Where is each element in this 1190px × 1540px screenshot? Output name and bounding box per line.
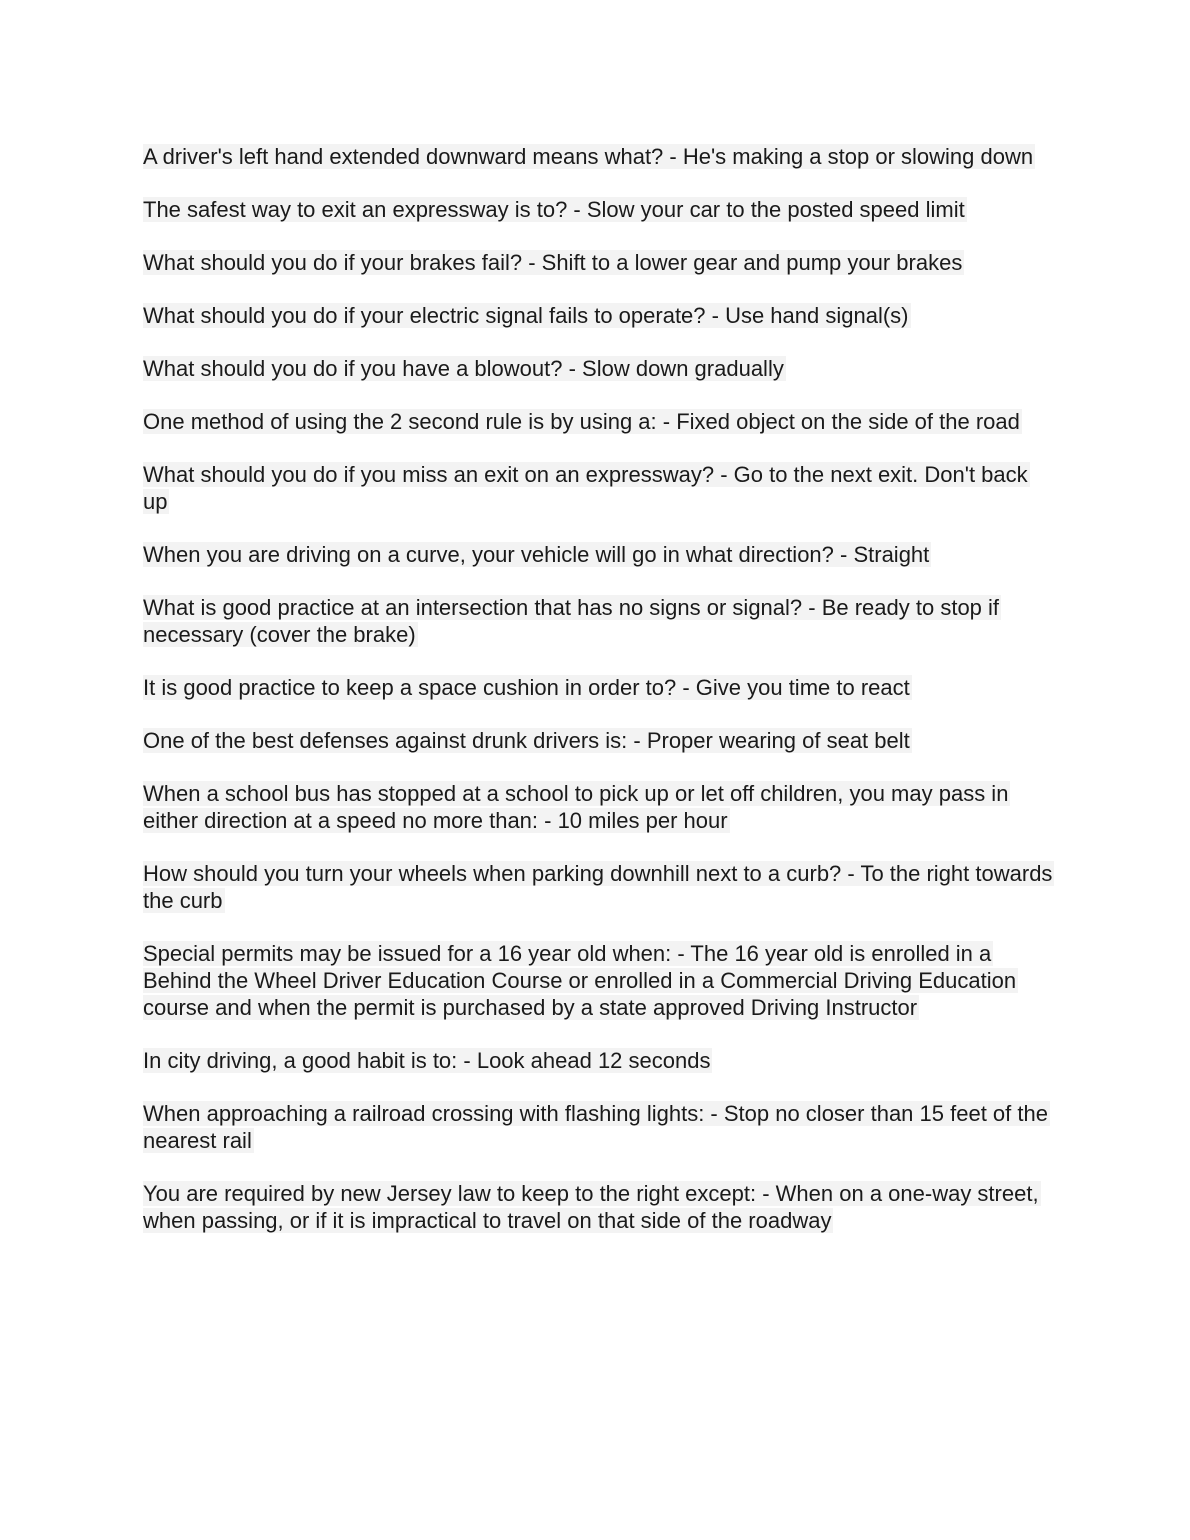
flashcard-item: [143, 1100, 1055, 1154]
flashcard-text: Special permits may be issued for a 16 year old when: - The 16 year old is enrolled in a Behind the Wheel Driver Education Course or enrolled in a Commercial Driving Education course and when the permit is purchased by a state approved Driving Instructor: [143, 941, 1017, 1020]
flashcard-item: [143, 594, 1055, 648]
flashcard-list: [143, 143, 1055, 1260]
flashcard-item: [143, 1180, 1055, 1234]
flashcard-text: One method of using the 2 second rule is by using a: - Fixed object on the side of the road: [143, 409, 1020, 434]
flashcard-item: [143, 249, 1055, 276]
flashcard-item: [143, 302, 1055, 329]
flashcard-item: [143, 408, 1055, 435]
flashcard-item: [143, 1047, 1055, 1074]
flashcard-item: [143, 355, 1055, 382]
flashcard-item: [143, 196, 1055, 223]
flashcard-text: The safest way to exit an expressway is to? - Slow your car to the posted speed limit: [143, 197, 965, 222]
flashcard-text: In city driving, a good habit is to: - Look ahead 12 seconds: [143, 1048, 711, 1073]
flashcard-text: One of the best defenses against drunk drivers is: - Proper wearing of seat belt: [143, 728, 910, 753]
flashcard-text: A driver's left hand extended downward means what? - He's making a stop or slowing down: [143, 144, 1034, 169]
flashcard-text: How should you turn your wheels when parking downhill next to a curb? - To the right towards the curb: [143, 861, 1053, 913]
flashcard-text: It is good practice to keep a space cushion in order to? - Give you time to react: [143, 675, 910, 700]
flashcard-text: When a school bus has stopped at a school to pick up or let off children, you may pass in either direction at a speed no more than: - 10 miles per hour: [143, 781, 1009, 833]
flashcard-text: What should you do if your brakes fail? - Shift to a lower gear and pump your brakes: [143, 250, 963, 275]
flashcard-item: [143, 727, 1055, 754]
flashcard-item: [143, 461, 1055, 515]
flashcard-text: When you are driving on a curve, your vehicle will go in what direction? - Straight: [143, 542, 930, 567]
flashcard-item: [143, 940, 1055, 1021]
flashcard-item: [143, 860, 1055, 914]
flashcard-text: When approaching a railroad crossing with flashing lights: - Stop no closer than 15 feet of the nearest rail: [143, 1101, 1048, 1153]
flashcard-text: What should you do if you have a blowout? - Slow down gradually: [143, 356, 784, 381]
flashcard-text: What is good practice at an intersection that has no signs or signal? - Be ready to stop if necessary (cover the brake): [143, 595, 1000, 647]
flashcard-text: You are required by new Jersey law to keep to the right except: - When on a one-way street, when passing, or if it is impractical to travel on that side of the roadway: [143, 1181, 1039, 1233]
flashcard-item: [143, 143, 1055, 170]
flashcard-item: [143, 541, 1055, 568]
flashcard-text: What should you do if you miss an exit on an expressway? - Go to the next exit. Don't back up: [143, 462, 1028, 514]
flashcard-item: [143, 780, 1055, 834]
flashcard-text: What should you do if your electric signal fails to operate? - Use hand signal(s): [143, 303, 909, 328]
flashcard-item: [143, 674, 1055, 701]
